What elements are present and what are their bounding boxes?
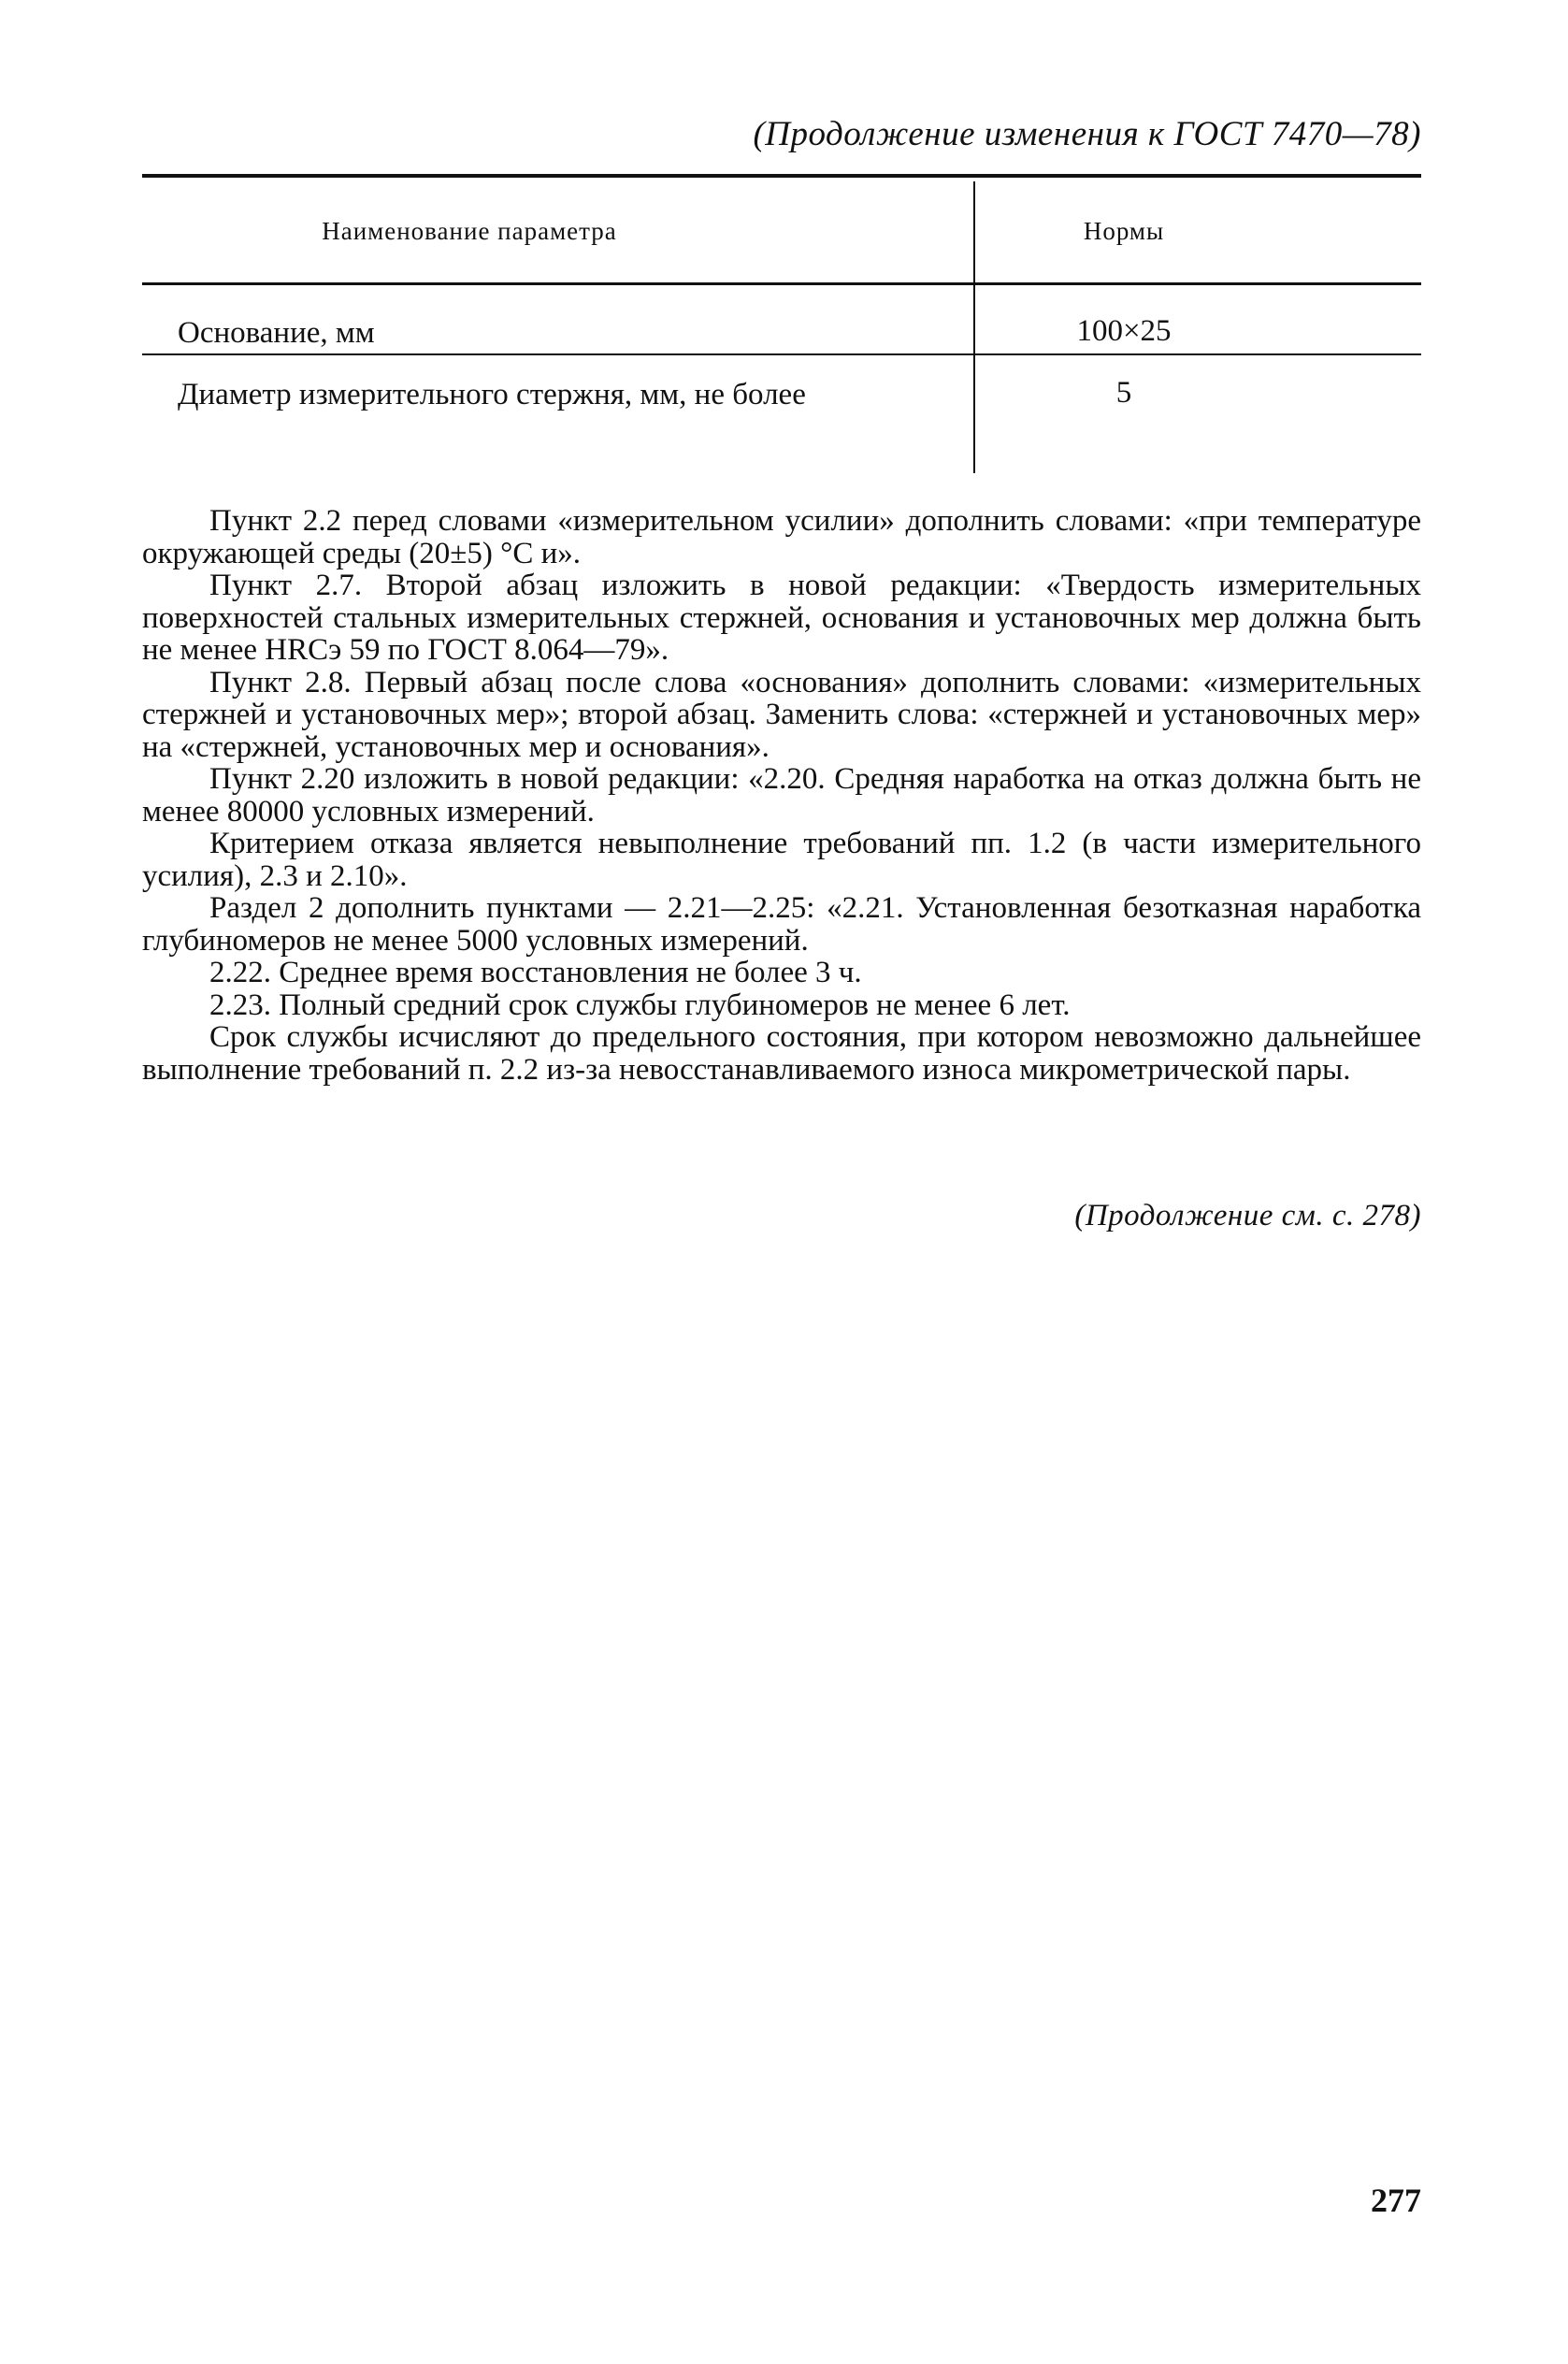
paragraph: 2.23. Полный средний срок службы глубиномеров не менее 6 лет. (209, 987, 1071, 1022)
table-header-rule (142, 282, 1421, 285)
paragraph: Пункт 2.20 изложить в новой редакции: «2.20. Средняя наработка на отказ должна быть не менее 80000 условных измерений. (142, 762, 1421, 829)
paragraph: Критерием отказа является невыполнение требований пп. 1.2 (в части измерительного усилия), 2.3 и 2.10». (142, 827, 1421, 893)
table-cell: 100×25 (1076, 314, 1172, 348)
paragraph: 2.22. Среднее время восстановления не более 3 ч. (209, 956, 862, 989)
paragraph: Пункт 2.8. Первый абзац после слова «основания» дополнить словами: «измерительных стержней и установочных мер»; второй абзац. Заменить слова: «стержней и установочных мер» на «стержней, установочных мер и основания». (142, 665, 1421, 764)
paragraph: Срок службы исчисляют до предельного состояния, при котором невозможно дальнейшее выполнение требований п. 2.2 из-за невосстанавливаемого износа микрометрической пары. (142, 1020, 1421, 1087)
table-header-parameter: Наименование параметра (322, 217, 617, 245)
table-cell: Диаметр измерительного стержня, мм, не более (178, 378, 806, 411)
page-number: 277 (1371, 2182, 1421, 2219)
paragraph: Пункт 2.7. Второй абзац изложить в новой редакции: «Твердость измерительных поверхностей стальных измерительных стержней, основания и установочных мер должна быть не менее HRCэ 59 по ГОСТ 8.064—79». (142, 569, 1421, 667)
paragraph: Раздел 2 дополнить пунктами — 2.21—2.25: «2.21. Установленная безотказная наработка глубиномеров не менее 5000 условных измерений. (142, 891, 1421, 958)
continuation-note: (Продолжение см. с. 278) (1074, 1199, 1421, 1232)
running-title: (Продолжение изменения к ГОСТ 7470—78) (753, 115, 1421, 153)
table-header-norms: Нормы (1083, 217, 1165, 245)
table-cell: Основание, мм (178, 316, 375, 350)
table-top-rule (142, 174, 1421, 178)
table-cell: 5 (1115, 376, 1132, 410)
paragraph: Пункт 2.2 перед словами «измерительном усилии» дополнить словами: «при температуре окружающей среды (20±5) °С и». (142, 504, 1421, 570)
table-row-rule (142, 353, 1421, 355)
body-text (142, 505, 1421, 1086)
parameter-table (142, 174, 1421, 475)
table-column-divider (973, 181, 975, 473)
